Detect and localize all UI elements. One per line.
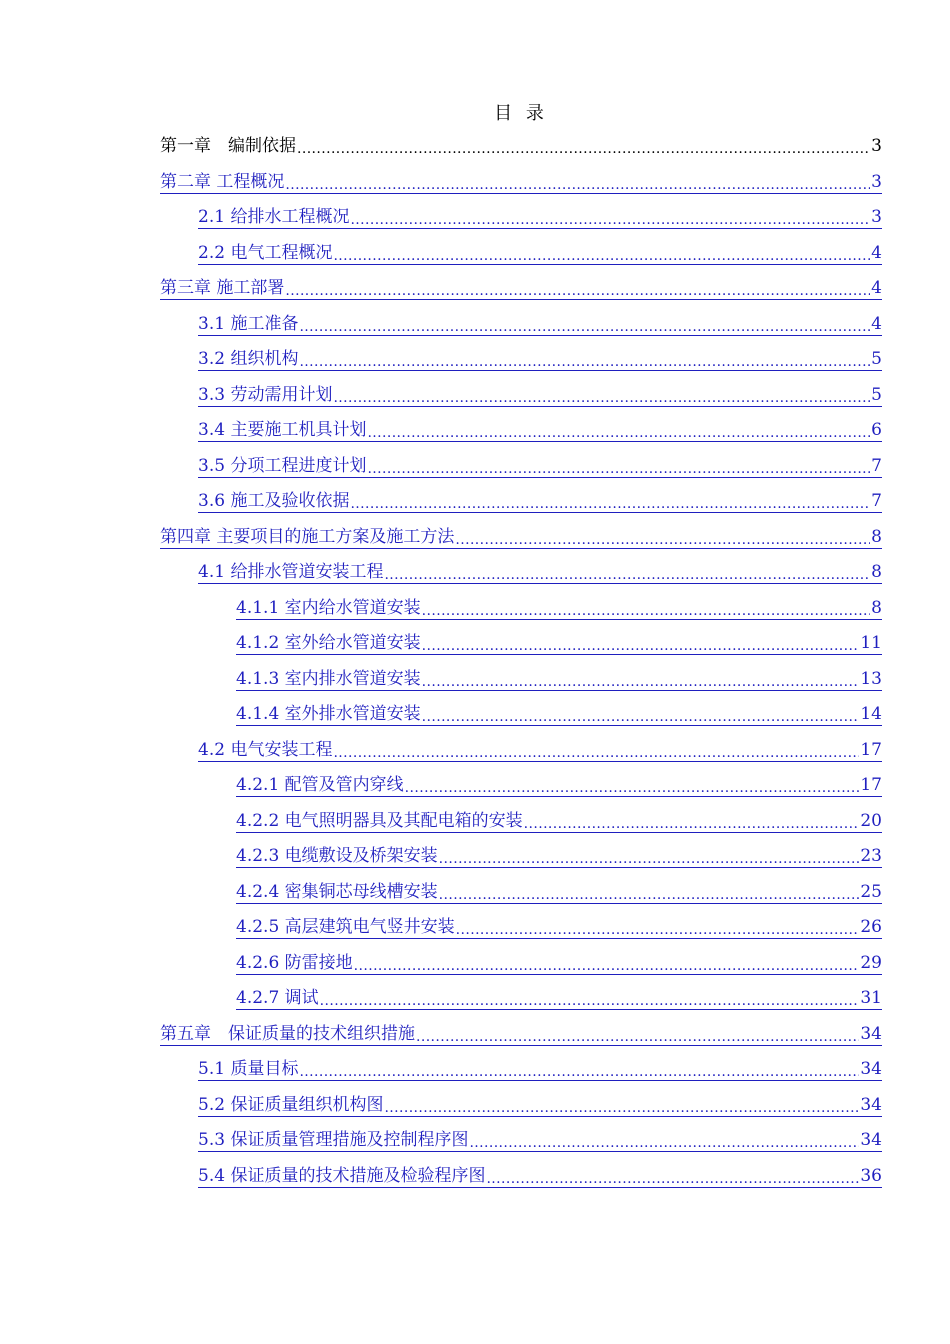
toc-entry-page-number: 13 [860,669,882,689]
toc-entry[interactable] [160,275,882,300]
toc-dot-leader [422,597,871,619]
toc-entry-page-number: 17 [860,740,882,760]
toc-entry-label: 第四章 主要项目的施工方案及施工方法 [160,527,455,547]
toc-dot-leader [422,668,860,690]
toc-entry[interactable] [198,1127,882,1152]
toc-entry[interactable] [236,985,882,1010]
toc-entry-label: 5.3 保证质量管理措施及控制程序图 [198,1130,469,1150]
toc-entry-page-number: 36 [860,1166,882,1186]
toc-dot-leader [333,739,859,761]
toc-entry[interactable] [160,524,882,549]
toc-dot-leader [333,384,870,406]
toc-entry-label: 3.5 分项工程进度计划 [198,456,367,476]
toc-entry-label: 4.1.4 室外排水管道安装 [236,704,421,724]
toc-entry[interactable] [198,737,882,762]
toc-entry[interactable] [236,701,882,726]
toc-dot-leader [350,490,870,512]
toc-entry-label: 4.2.1 配管及管内穿线 [236,775,404,795]
toc-entry-page-number: 23 [860,846,882,866]
toc-entry-page-number: 4 [871,314,882,334]
toc-dot-leader [299,348,870,370]
toc-entry-label: 5.1 质量目标 [198,1059,299,1079]
toc-dot-leader [350,206,870,228]
toc-entry-page-number: 8 [871,562,882,582]
toc-entry-page-number: 8 [871,598,882,618]
toc-entry-label: 第二章 工程概况 [160,172,285,192]
toc-entry[interactable] [198,417,882,442]
toc-entry [160,133,882,157]
toc-entry[interactable] [198,240,882,265]
toc-entry-label: 5.2 保证质量组织机构图 [198,1095,384,1115]
toc-entry-label: 3.2 组织机构 [198,349,299,369]
toc-entry[interactable] [198,1056,882,1081]
toc-dot-leader [486,1165,859,1187]
toc-entry[interactable] [236,630,882,655]
toc-entry[interactable] [236,879,882,904]
toc-entry-label: 5.4 保证质量的技术措施及检验程序图 [198,1166,486,1186]
toc-entry[interactable] [236,914,882,939]
toc-dot-leader [297,135,870,157]
toc-entry-label: 4.2.3 电缆敷设及桥架安装 [236,846,438,866]
toc-entry-page-number: 4 [871,243,882,263]
toc-entry-label: 4.2.6 防雷接地 [236,953,353,973]
toc-dot-leader [354,952,860,974]
toc-entry[interactable] [236,950,882,975]
toc-entry-label: 3.4 主要施工机具计划 [198,420,367,440]
toc-entry-label: 第三章 施工部署 [160,278,285,298]
toc-dot-leader [455,526,870,548]
toc-entry-label: 3.1 施工准备 [198,314,299,334]
toc-dot-leader [285,171,870,193]
toc-entry-page-number: 5 [871,349,882,369]
toc-entry-page-number: 14 [860,704,882,724]
toc-entry-label: 3.3 劳动需用计划 [198,385,333,405]
toc-entry-label: 4.2.4 密集铜芯母线槽安装 [236,882,438,902]
toc-dot-leader [416,1023,859,1045]
toc-entry[interactable] [236,772,882,797]
toc-entry[interactable] [236,808,882,833]
toc-dot-leader [299,1058,859,1080]
toc-entry-label: 3.6 施工及验收依据 [198,491,350,511]
toc-entry-label: 4.1.1 室内给水管道安装 [236,598,421,618]
toc-entry[interactable] [198,311,882,336]
toc-dot-leader [299,313,870,335]
toc-entry-label: 第五章 保证质量的技术组织措施 [160,1024,415,1044]
toc-dot-leader [439,845,860,867]
toc-entry[interactable] [198,488,882,513]
toc-dot-leader [439,881,860,903]
toc-entry-page-number: 5 [871,385,882,405]
toc-entry[interactable] [236,843,882,868]
toc-entry-page-number: 34 [860,1095,882,1115]
toc-entry-page-number: 8 [871,527,882,547]
toc-title: 目 录 [494,103,548,124]
toc-entry-page-number: 3 [871,172,882,192]
toc-dot-leader [422,632,860,654]
toc-entry-page-number: 34 [860,1059,882,1079]
toc-entry-page-number: 20 [860,811,882,831]
toc-entry-page-number: 29 [860,953,882,973]
toc-entry[interactable] [198,346,882,371]
toc-entry-page-number: 34 [860,1130,882,1150]
toc-entry-label: 4.2.2 电气照明器具及其配电箱的安装 [236,811,523,831]
toc-entry[interactable] [198,204,882,229]
toc-dot-leader [469,1129,859,1151]
toc-entry-page-number: 7 [871,456,882,476]
toc-entry-label: 4.1.2 室外给水管道安装 [236,633,421,653]
toc-entry-label: 4.2.5 高层建筑电气竖井安装 [236,917,455,937]
toc-dot-leader [384,561,870,583]
toc-entry-label: 2.1 给排水工程概况 [198,207,350,227]
toc-entry-label: 4.1.3 室内排水管道安装 [236,669,421,689]
toc-entry[interactable] [236,666,882,691]
toc-entry-page-number: 6 [871,420,882,440]
toc-entry[interactable] [198,382,882,407]
toc-entry-page-number: 31 [860,988,882,1008]
toc-dot-leader [285,277,870,299]
toc-dot-leader [367,419,870,441]
toc-entry-page-number: 17 [860,775,882,795]
toc-entry-page-number: 25 [860,882,882,902]
toc-dot-leader [367,455,870,477]
toc-entry-page-number: 4 [871,278,882,298]
toc-entry-label: 4.2 电气安装工程 [198,740,333,760]
toc-entry[interactable] [160,169,882,194]
toc-dot-leader [422,703,860,725]
toc-entry[interactable] [160,1021,882,1046]
toc-entry-page-number: 7 [871,491,882,511]
toc-entry-page-number: 26 [860,917,882,937]
toc-entry[interactable] [198,453,882,478]
toc-entry-label: 第一章 编制依据 [160,136,296,156]
toc-entry-page-number: 3 [871,136,882,156]
toc-entry-label: 4.1 给排水管道安装工程 [198,562,384,582]
toc-entry-label: 2.2 电气工程概况 [198,243,333,263]
toc-entry[interactable] [198,1163,882,1188]
toc-entry-label: 4.2.7 调试 [236,988,319,1008]
toc-entry[interactable] [198,1092,882,1117]
toc-dot-leader [524,810,860,832]
toc-dot-leader [405,774,860,796]
toc-entry-page-number: 34 [860,1024,882,1044]
toc-dot-leader [384,1094,859,1116]
toc-dot-leader [320,987,860,1009]
toc-dot-leader [456,916,860,938]
toc-entry[interactable] [198,559,882,584]
toc-entry[interactable] [236,595,882,620]
toc-entry-page-number: 11 [860,633,882,653]
toc-entry-page-number: 3 [871,207,882,227]
toc-dot-leader [333,242,870,264]
